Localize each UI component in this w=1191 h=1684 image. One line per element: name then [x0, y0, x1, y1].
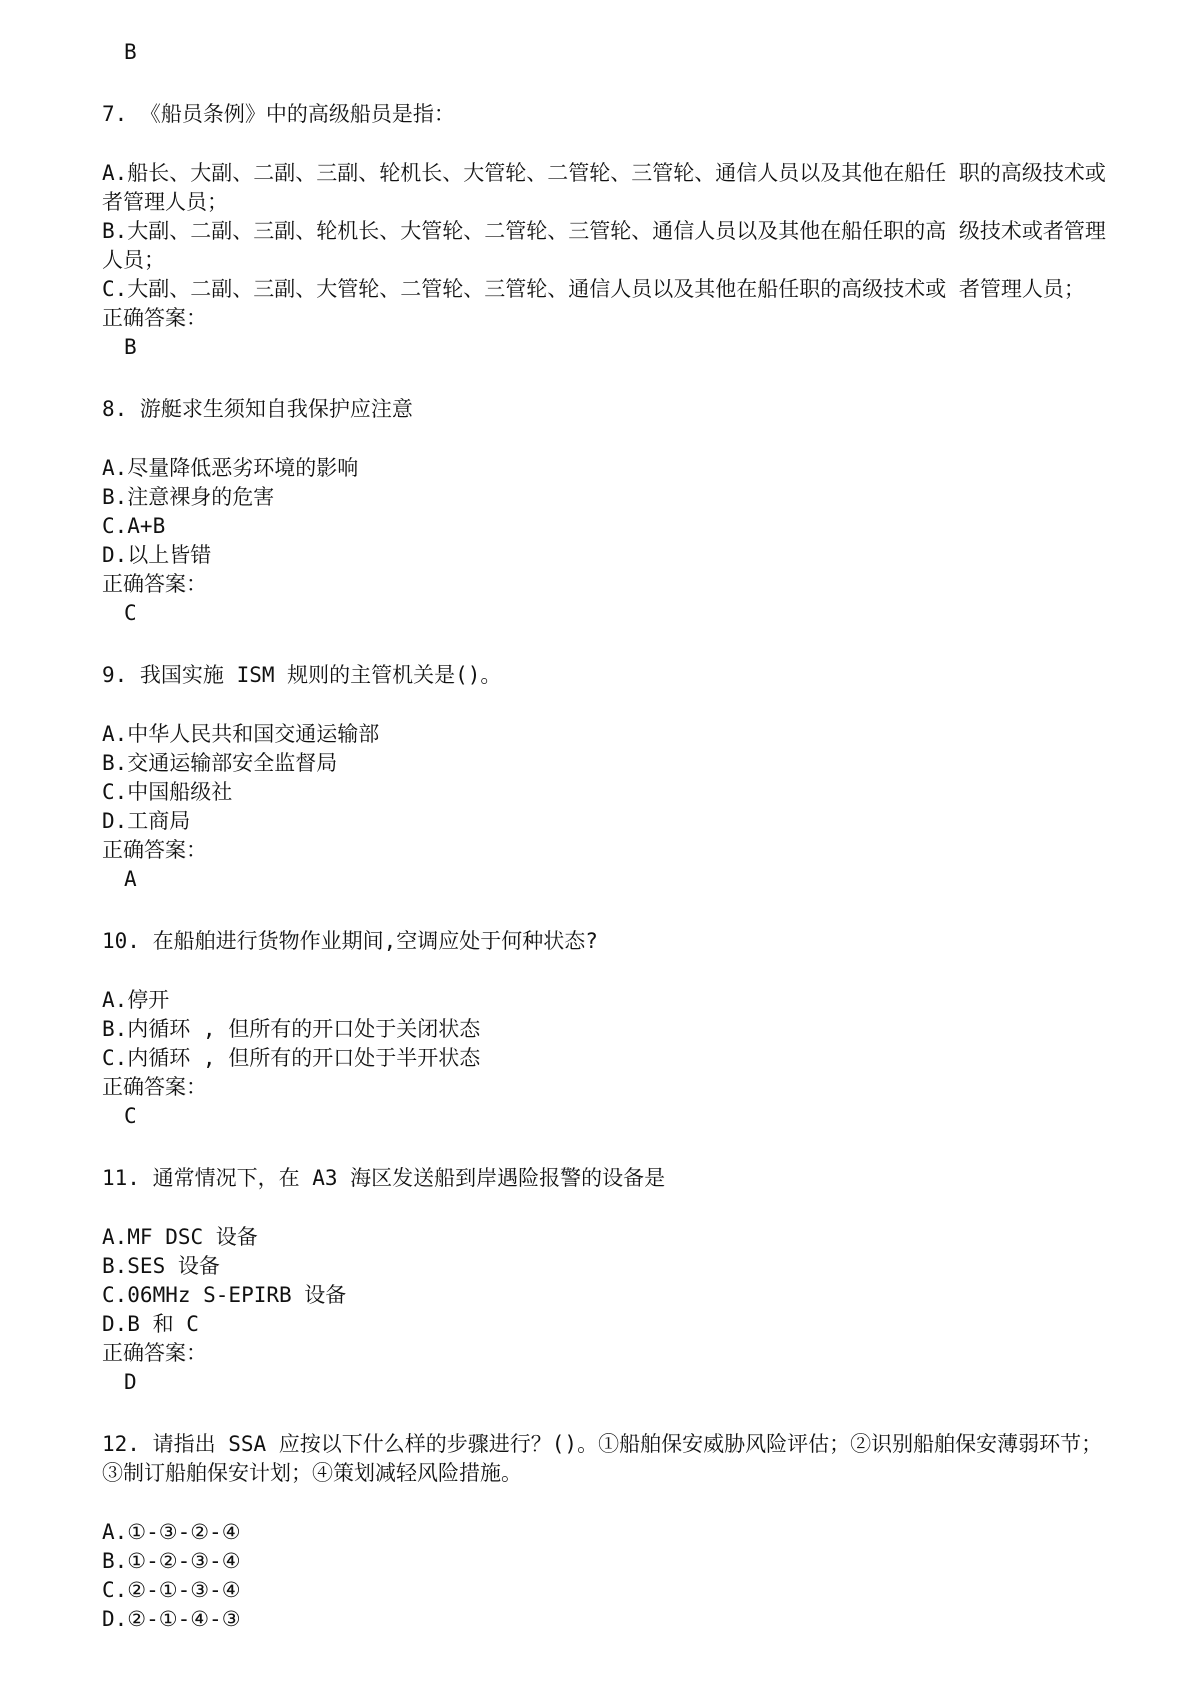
question-stem: 9. 我国实施 ISM 规则的主管机关是()。: [102, 663, 502, 687]
answer-value: D: [124, 1370, 137, 1394]
answer-value: A: [124, 867, 137, 891]
option-b: B.交通运输部安全监督局: [102, 751, 338, 775]
answer-label: 正确答案：: [102, 1341, 207, 1365]
answer-label: 正确答案：: [102, 306, 207, 330]
option-b: B.①-②-③-④: [102, 1549, 241, 1573]
option-a: A.停开: [102, 988, 170, 1012]
option-b: B.注意裸身的危害: [102, 485, 275, 509]
option-b: B.大副、二副、三副、轮机长、大管轮、二管轮、三管轮、通信人员以及其他在船任职的高 级技术或者管理人员；: [102, 219, 1106, 272]
option-d: D.②-①-④-③: [102, 1607, 241, 1631]
question-stem: 11. 通常情况下，在 A3 海区发送船到岸遇险报警的设备是: [102, 1166, 666, 1190]
option-c: C.大副、二副、三副、大管轮、二管轮、三管轮、通信人员以及其他在船任职的高级技术或 者管理人员；: [102, 277, 1085, 301]
option-b: B.SES 设备: [102, 1254, 220, 1278]
option-a: A.MF DSC 设备: [102, 1225, 258, 1249]
question-stem: 12. 请指出 SSA 应按以下什么样的步骤进行？()。①船舶保安威胁风险评估；②识别船舶保安薄弱环节；③制订船舶保安计划；④策划减轻风险措施。: [102, 1432, 1103, 1485]
option-a: A.中华人民共和国交通运输部: [102, 722, 380, 746]
option-a: A.尽量降低恶劣环境的影响: [102, 456, 359, 480]
option-d: D.B 和 C: [102, 1312, 199, 1336]
option-c: C.内循环 , 但所有的开口处于半开状态: [102, 1046, 481, 1070]
option-a: A.①-③-②-④: [102, 1520, 241, 1544]
previous-answer: B: [124, 40, 137, 64]
answer-label: 正确答案：: [102, 1075, 207, 1099]
question-stem: 8. 游艇求生须知自我保护应注意: [102, 397, 413, 421]
option-c: C.②-①-③-④: [102, 1578, 241, 1602]
question-stem: 7. 《船员条例》中的高级船员是指：: [102, 102, 455, 126]
option-c: C.中国船级社: [102, 780, 233, 804]
question-12: [102, 1430, 1111, 1634]
question-stem: 10. 在船舶进行货物作业期间,空调应处于何种状态?: [102, 929, 598, 953]
option-c: C.A+B: [102, 514, 166, 538]
answer-value: C: [124, 601, 137, 625]
question-9: [102, 661, 1111, 894]
question-10: [102, 927, 1111, 1131]
option-a: A.船长、大副、二副、三副、轮机长、大管轮、二管轮、三管轮、通信人员以及其他在船任 职的高级技术或者管理人员；: [102, 161, 1106, 214]
option-c: C.06MHz S-EPIRB 设备: [102, 1283, 347, 1307]
question-11: [102, 1164, 1111, 1397]
question-7: [102, 100, 1111, 362]
answer-value: C: [124, 1104, 137, 1128]
option-b: B.内循环 , 但所有的开口处于关闭状态: [102, 1017, 481, 1041]
question-8: [102, 395, 1111, 628]
option-d: D.工商局: [102, 809, 191, 833]
answer-label: 正确答案：: [102, 572, 207, 596]
answer-value: B: [124, 335, 137, 359]
answer-label: 正确答案：: [102, 838, 207, 862]
option-d: D.以上皆错: [102, 543, 212, 567]
